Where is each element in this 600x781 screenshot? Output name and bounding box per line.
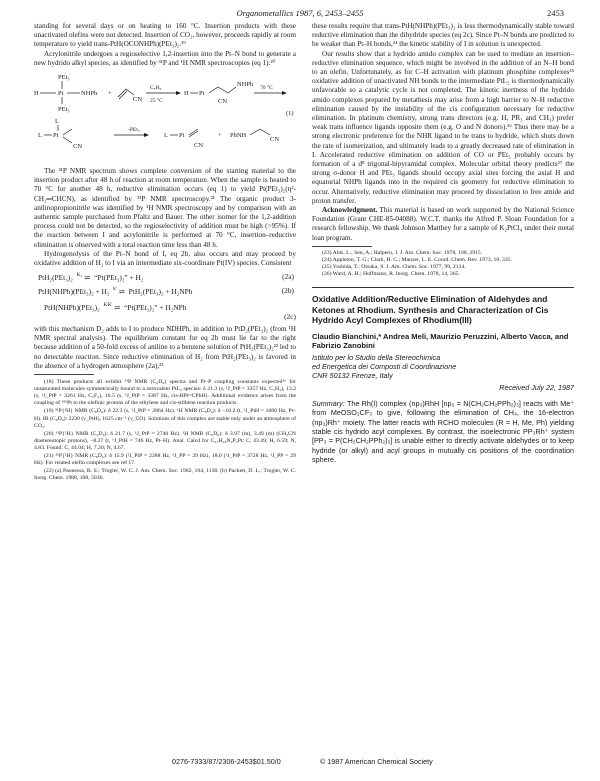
product-cn: CN <box>218 98 228 106</box>
footer-copyright: © 1987 American Chemical Society <box>320 757 433 766</box>
eq2c-left: PtH(NHPh)(PEt₃)₂ <box>44 302 100 312</box>
eq2b-label: (2b) <box>281 286 294 296</box>
reaction-scheme-svg <box>34 71 296 163</box>
eq2a-right: “Pt(PEt₃)₂” + H₂ <box>94 273 144 283</box>
bond-line <box>63 137 72 143</box>
eq2a-label: (2a) <box>282 272 294 282</box>
bottom-cn-a: CN <box>73 143 83 151</box>
product-h: H <box>184 90 189 98</box>
institution-line-3: CNR 50132 Firenze, Italy <box>312 371 393 381</box>
bond-line <box>228 87 236 93</box>
reference-26: (26) Ward, A. H.; Hoffmann, R. Inorg. Chem. 1978, 14, 365. <box>322 271 460 278</box>
journal-line: Organometallics 1987, 6, 2453–2455 <box>236 8 364 18</box>
acknowledgment-heading: Acknowledgment. <box>322 206 378 215</box>
eq2c-label: (2c) <box>284 311 296 321</box>
reaction-arrowhead-3 <box>144 133 149 137</box>
bottom-pt-product: Pt <box>179 132 185 140</box>
article-institution <box>312 353 574 381</box>
reference-25: (25) Yoshida, T.; Otsuka, S. J. Am. Chem. Soc. 1977, 99, 2134. <box>322 264 466 271</box>
acknowledgment <box>312 206 574 243</box>
page-header <box>0 8 600 22</box>
bond-line <box>218 87 228 93</box>
article-title: Oxidative Addition/Reductive Elimination of Aldehydes and Ketones at Rhodium. Synthesis and Characterization of Cis Hydrido Acyl Complexes of Rhodium(III) <box>312 294 549 326</box>
product-pt: Pt <box>199 90 205 98</box>
eq2c-right: “Pt(PEt₃)₂” + H₂NPh <box>124 302 187 312</box>
bottom-ligand-product: L <box>164 132 168 140</box>
footer-code: 0276-7333/87/2306-2453$01.50/0 <box>172 757 281 766</box>
reference-23: (23) Abis, L.; Sen, A.; Halpern, J. J. Am. Chem. Soc. 1978, 100, 2915. <box>322 249 483 256</box>
left-paragraph-1: standing for several days or on heating to 160 °C. Insertion products with these unactivated olefins were not detected. Insertion of CO₂, however, proceeds rapidly at room temperature to yield trans-PtH(OCONHPh)(PEt₃)₂.¹⁹ <box>34 22 296 49</box>
plus-sign-2: + <box>218 132 222 140</box>
left-paragraph-4: Hydrogenolysis of the Pt–N bond of I, eq 2b, also occurs and may proceed by oxidative addition of H₂ to I via an intermediate six-coordinate Pt(IV) species. Consistent <box>34 249 296 268</box>
footnote-19: (19) ³¹P{¹H} NMR (C₆D₆): δ 22.3 (s, ¹J_PtP = 2864 Hz). ¹H NMR (C₆D₆): δ −10.2 (t, ¹J_PtH = 1000 Hz, Pt–H). IR (C₆D₆): 2230 (ν_PtH), 1625 cm⁻¹ (ν_CO). Solutions of this complex are stable only under an atmosphere of CO₂. <box>34 408 296 429</box>
product-nhph: NHPh <box>237 81 254 89</box>
bond-line <box>63 129 72 135</box>
page-number: 2453 <box>547 8 564 18</box>
eq2a-arrow: ⇌ <box>84 273 91 283</box>
arrow2-reagent-top: 70 °C <box>260 85 273 92</box>
reaction-arrowhead-2 <box>282 91 287 95</box>
reaction-arrowhead-1 <box>176 91 181 95</box>
arrow3-reagent-bottom: -PEt₃ <box>128 127 140 134</box>
equation-2c <box>34 301 296 321</box>
plus-sign: + <box>108 90 112 98</box>
equation-2b <box>34 285 296 296</box>
equation-2a <box>34 271 296 282</box>
bottom-phnh: PhNH <box>230 132 247 140</box>
eq2b-k: k' <box>113 286 117 293</box>
reactant-pt: Pt <box>58 90 64 98</box>
footnote-18: (18) These products all exhibit ³¹P NMR (C₆D₆) spectra and Pt–P coupling constants expected¹⁶ for unsaturated molecules symmetrically bound to a zerovalent PtL₂ species: δ 21.3 (s, ¹J_PtP = 3357 Hz, C₂H₄), 13.2 (s, ¹J_PtP = 3261 Hz, C₂F₄), 16.5 (s, ¹J_PtP = 3387 Hz, cis-HPt=CPhH). Additional evidence arises from the coupling of ¹⁹⁵Pt to the olefinic protons of the ethylene and cis-stilbene reaction products. <box>34 379 296 407</box>
eq2b-left: PtH(NHPh)(PEt₃)₂ + H₂ <box>38 287 110 297</box>
bottom-ligand-left: L <box>38 132 42 140</box>
article-summary <box>312 399 574 465</box>
reference-24: (24) Appleton, T. G.; Clark, H. C.; Manzer, L. E. Coord. Chem. Rev. 1973, 10, 335. <box>322 256 513 263</box>
article-divider <box>312 287 574 288</box>
footnote-22: (22) (a) Paonessa, R. S.; Trogler, W. C. J. Am. Chem. Soc. 1982, 104, 1138. (b) Packett, D. L.; Trogler, W. C. Inorg. Chem. 1988, 108, 5036. <box>34 468 296 482</box>
left-paragraph-5: with this mechanism D₂ adds to I to produce NDHPh, in addition to PtD₂(PEt₃)₂ (from ¹H NMR spectral analysis). The equilibrium constant for eq 2b must lie far to the right because addition of a 50-fold excess of aniline to a benzene solution of PtH₂(PEt₃)₂²² led to no detectable reaction. Since reductive elimination of H₂ from PtH₂(PEt₃)₂ is favored in the absence of a hydrogen atmosphere (2a),²³ <box>34 325 296 370</box>
reaction-scheme-eq1 <box>34 71 296 163</box>
arrow1-reagent-bottom: 25 °C <box>150 98 163 105</box>
left-paragraph-3: The ³¹P NMR spectrum shows complete conversion of the starting material to the insertion product after 48 h of reaction at room temperature. When the sample is heated to 70 °C for another 48 h, reductive elimination occurs (eq 1) to yield Pt(PEt₃)₂(η²-CH₂═CHCN), as identified by ³¹P NMR spectroscopy.²¹ The organic product 3-anilinopropionitrile was identified by ¹H NMR spectroscopy and by comparison with an authentic sample purchased from Pfaltz and Bauer. The other isomer for the 1,2-addition process could not be detected, so the regioselectivity of addition must be high (>95%). If the reaction between I and acrylonitrile is performed at 70 °C, insertion–reductive elimination is observed with a total reaction time less than 48 h. <box>34 167 296 249</box>
references-rule <box>312 246 372 247</box>
acrylonitrile-cn: CN <box>133 96 143 104</box>
right-paragraph-1: these results require that trans-PtH(NHPh)(PEt₃)₂ is less thermodynamically stable toward reductive elimination than the dihydride species (eq 2c). Since Pt–N bonds are predicted to be weaker than Pt–H bonds,²⁴ the kinetic stability of I in solution is unexpected. <box>312 22 574 49</box>
reactant-nhph: NHPh <box>81 90 98 98</box>
eq2c-k: KK' <box>103 301 113 308</box>
institution-line-2: ed Energetica dei Composti di Coordinazione <box>312 362 457 372</box>
bond-line <box>260 129 270 135</box>
eq2a-left: PtH₂(PEt₃)₂ <box>38 273 73 283</box>
reactant-ligand-top: PEt₃ <box>58 74 70 82</box>
received-date: Received July 22, 1987 <box>499 382 574 392</box>
equation-label-1: (1) <box>286 110 294 118</box>
bottom-ligand-top: L <box>55 118 59 126</box>
left-footnotes <box>34 379 296 482</box>
eq2c-arrow: ⇌ <box>114 302 121 312</box>
summary-body: The Rh(I) complex (np₃)RhH [np₃ = N(CH₂CH₂PPh₂)₃] reacts with Me⁺ from MeOSO₂CF₃ to give, following the elimination of CH₄, the 16-electron (np₃)Rh⁺ moiety. The latter reacts with RCHO molecules (R = H, Me, Ph) yielding stable cis hydrido acyl complexes. By contrast, the isoelectronic PP₃Rh⁺ system [PP₃ = P(CH₂CH₂PPh₂)₃] is unable either to directly activate aldehydes or to keep hydride (or alkyl) and acyl groups in mutually cis positions of the coordination sphere. <box>312 398 574 465</box>
eq2b-right: PtH₂(PEt₃)₂ + H₂NPh <box>128 287 193 297</box>
olefin-bond <box>126 89 134 95</box>
acknowledgment-body: This material is based on work supported by the National Science Foundation (Grant CHE-85-04088). W.C.T. thanks the Alfred P. Sloan Foundation for a research fellowship. We thank Johnson Matthey for a sample of K₂PtCl₄ under their metal loan program. <box>312 206 574 242</box>
bottom-cn-b: CN <box>194 142 204 150</box>
arrow1-reagent-top: C₆H₆ <box>150 85 162 92</box>
footnote-20: (20) ³¹P{¹H} NMR (C₆D₆): δ 21.7 (s, ¹J_PtP = 2740 Hz). ¹H NMR (C₆D₆): δ 3.97 (m), 3.49 (m) (CH₂CN diastereotopic protons), −8.27 (t, ¹J_PtH = 746 Hz, Pt–H). Anal. Calcd for C₂₁H₃₈N₂P₂Pt: C, 43.49; H, 6.59; N, 4.83. Found: C, 44.04; H, 7.20; N, 4.67. <box>34 430 296 451</box>
reactant-ligand-bottom: PEt₃ <box>58 106 70 114</box>
footnote-rule <box>34 374 94 375</box>
right-column <box>312 22 574 465</box>
bond-line <box>250 129 260 135</box>
right-paragraph-2: Our results show that a hydrido amido complex can be used to mediate an insertion–reductive elimination sequence, which might be involved in the addition of an N–H bond to an olefin. Unfortunately, as for C–H activation with platinum phosphine complexes²⁵ oxidative addition of unactivated NH bonds to the intermediate PtL₂ is thermodynamically unfavorable so a catalytic cycle is not completed. The kinetic inertness of the hydrido amido complexes prepared by metathesis may arise from a high barrier to N–H reductive elimination caused by the instability of the cis configuration necessary for reductive elimination. In platinum chemistry, strong trans directors (e.g. H, PR₃ and CH₃) prefer weak trans influence ligands opposite them (e.g. O and N donors).²⁶ Thus there may be a strong electronic preference for the NHR ligand to be trans to hydride, which shuts down the rate of isomerization, and ultimately leads to a greatly decreased rate of elimination in I. Accelerated reductive elimination on addition of CO or PEt₃ probably occurs by formation of a d⁸ trigonal-bipyramidal complex. Molecular orbital theory predicts²⁷ the strong σ-donor H and PEt₃ ligands should occupy axial sites forcing the axial H and equatorial NHPh ligands into in the required cis geometry for reductive elimination to occur. Alternatively, reductive elimination may proceed by dissociation to free amide and proton transfer. <box>312 49 574 205</box>
institution-line-1: Istituto per lo Studio della Stereochimica <box>312 352 441 362</box>
reactant-h: H <box>34 90 39 98</box>
bottom-pt: Pt <box>53 132 59 140</box>
eq2b-arrow: ⇌ <box>118 287 125 297</box>
footnote-21: (21) ³¹P{¹H} NMR (C₆D₆): δ 15.9 (¹J_PtP = 2288 Hz, ²J_PP = 29 Hz), 18.0 (¹J_PtP = 3728 Hz, ²J_PP = 29 Hz). For related olefin complexes see ref 17. <box>34 453 296 467</box>
bottom-cn-c: CN <box>270 136 280 144</box>
left-column <box>34 22 296 483</box>
summary-label: Summary: <box>312 398 345 408</box>
eq2a-k: K₁ <box>76 272 83 279</box>
left-paragraph-2: Acrylonitrile undergoes a regioselective 1,2-insertion into the Pt–N bond to generate a new hydrido alkyl species, as identified by ³¹P and ¹H NMR spectroscopies (eq 1).²⁰ <box>34 49 296 67</box>
right-references <box>312 250 574 278</box>
bond-line <box>209 87 218 93</box>
article-authors: Claudio Bianchini,* Andrea Meli, Maurizio Peruzzini, Alberto Vacca, and Fabrizio Zanobini <box>312 331 569 351</box>
